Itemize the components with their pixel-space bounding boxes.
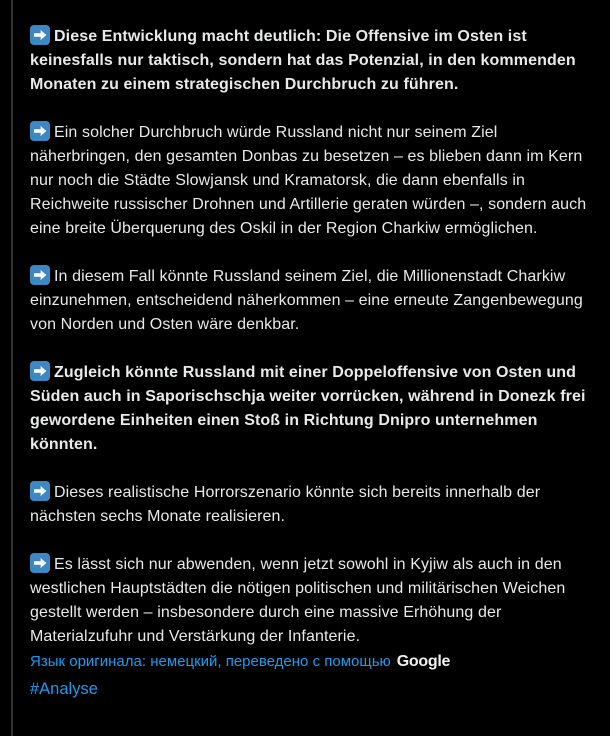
translation-notice-button[interactable] <box>30 652 587 671</box>
post-paragraph <box>30 265 587 337</box>
paragraph-text: Es lässt sich nur abwenden, wenn jetzt sowohl in Kyjiw als auch in den westlichen Hauptstädten die nötigen politischen und militärischen Weichen gestellt werden – insbesondere durch eine massive Erhöhung der Materialzufuhr und Verstärkung der Infanterie. <box>30 556 566 645</box>
right-arrow-emoji <box>30 553 50 573</box>
post-content <box>30 25 587 700</box>
right-arrow-emoji <box>30 25 50 45</box>
thread-connector-line <box>11 0 13 736</box>
post-paragraph <box>30 121 587 241</box>
post-paragraph <box>30 553 587 649</box>
post-paragraph <box>30 361 587 457</box>
paragraph-text: In diesem Fall könnte Russland seinem Ziel, die Millionenstadt Charkiw einzunehmen, entscheidend näherkommen – eine erneute Zangenbewegung von Norden und Osten wäre denkbar. <box>30 268 583 333</box>
right-arrow-emoji <box>30 265 50 285</box>
right-arrow-emoji <box>30 361 50 381</box>
google-logo: Google <box>396 653 451 670</box>
translation-notice-text: Язык оригинала: немецкий, переведено с помощью <box>30 653 391 670</box>
right-arrow-emoji <box>30 481 50 501</box>
right-arrow-emoji <box>30 121 50 141</box>
paragraph-text: Ein solcher Durchbruch würde Russland nicht nur seinem Ziel näherbringen, den gesamten Donbas zu besetzen – es blieben dann im Kern nur noch die Städte Slowjansk und Kramatorsk, die dann ebenfalls in Reichweite russischer Drohnen und Artillerie geraten würden –, sondern auch eine breite Überquerung des Oskil in der Region Charkiw ermöglichen. <box>30 124 587 237</box>
paragraph-text: Zugleich könnte Russland mit einer Doppeloffensive von Osten und Süden auch in Saporischschja weiter vorrücken, während in Donezk frei gewordene Einheiten einen Stoß in Richtung Dnipro unternehmen könnten. <box>30 364 586 453</box>
paragraph-text: Dieses realistische Horrorszenario könnte sich bereits innerhalb der nächsten sechs Monate realisieren. <box>30 484 541 525</box>
hashtag-link[interactable]: #Analyse <box>30 680 98 698</box>
post-paragraph <box>30 25 587 97</box>
post-paragraph <box>30 481 587 529</box>
paragraph-text: Diese Entwicklung macht deutlich: Die Offensive im Osten ist keinesfalls nur taktisch, sondern hat das Potenzial, in den kommenden Monaten zu einem strategischen Durchbruch zu führen. <box>30 28 576 93</box>
